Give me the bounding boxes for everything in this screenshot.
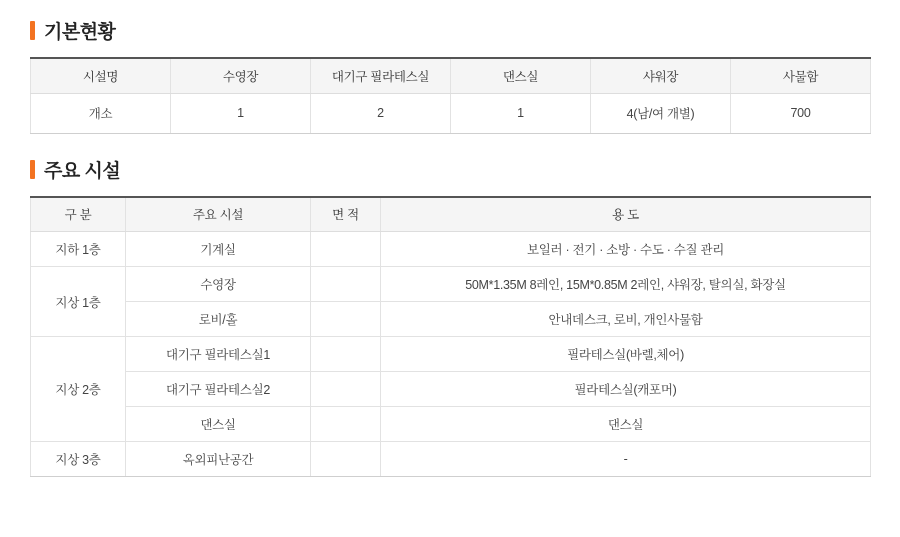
column-header: 댄스실: [451, 58, 591, 93]
division-cell: 지상 1층: [31, 267, 126, 337]
table-row: [31, 337, 871, 372]
column-header: 대기구 필라테스실: [311, 58, 451, 93]
title-accent-bar-icon: [30, 21, 35, 40]
table-row: [31, 232, 871, 267]
use-cell: 필라테스실(바렐,체어): [381, 337, 871, 372]
title-accent-bar-icon: [30, 160, 35, 179]
table-row: [31, 407, 871, 442]
table-cell: 4(남/여 개별): [591, 93, 731, 133]
facility-cell: 기계실: [126, 232, 311, 267]
use-cell: 50M*1.35M 8레인, 15M*0.85M 2레인, 샤워장, 탈의실, 화장실: [381, 267, 871, 302]
column-header: 수영장: [171, 58, 311, 93]
section-title-facility: [30, 134, 870, 183]
use-cell: 안내데스크, 로비, 개인사물함: [381, 302, 871, 337]
main-facility-table: [30, 196, 871, 478]
column-header: 사물함: [731, 58, 871, 93]
use-cell: 보일러 · 전기 · 소방 · 수도 · 수질 관리: [381, 232, 871, 267]
area-cell: [311, 442, 381, 477]
use-cell: 필라테스실(캐포머): [381, 372, 871, 407]
facility-cell: 옥외피난공간: [126, 442, 311, 477]
column-header: 샤워장: [591, 58, 731, 93]
area-cell: [311, 337, 381, 372]
area-cell: [311, 267, 381, 302]
section-title-facility-label: 주요 시설: [44, 160, 121, 182]
column-header: 구 분: [31, 197, 126, 232]
table-row: [31, 267, 871, 302]
area-cell: [311, 372, 381, 407]
table-cell: 개소: [31, 93, 171, 133]
division-cell: 지상 2층: [31, 337, 126, 442]
table-row: [31, 442, 871, 477]
column-header: 시설명: [31, 58, 171, 93]
section-title-basic: [30, 0, 870, 44]
area-cell: [311, 232, 381, 267]
division-cell: 지상 3층: [31, 442, 126, 477]
section-title-basic-label: 기본현황: [44, 22, 116, 43]
facility-cell: 수영장: [126, 267, 311, 302]
facility-cell: 대기구 필라테스실1: [126, 337, 311, 372]
facility-cell: 로비/홀: [126, 302, 311, 337]
table-header-row: [31, 197, 871, 232]
column-header: 면 적: [311, 197, 381, 232]
table-row: [31, 93, 871, 133]
column-header: 주요 시설: [126, 197, 311, 232]
facility-cell: 댄스실: [126, 407, 311, 442]
use-cell: 댄스실: [381, 407, 871, 442]
area-cell: [311, 302, 381, 337]
table-row: [31, 302, 871, 337]
division-cell: 지하 1층: [31, 232, 126, 267]
column-header: 용 도: [381, 197, 871, 232]
table-cell: 1: [171, 93, 311, 133]
table-header-row: [31, 58, 871, 93]
table-cell: 2: [311, 93, 451, 133]
table-cell: 1: [451, 93, 591, 133]
use-cell: -: [381, 442, 871, 477]
facility-table-body: [31, 232, 871, 477]
facility-cell: 대기구 필라테스실2: [126, 372, 311, 407]
area-cell: [311, 407, 381, 442]
table-row: [31, 372, 871, 407]
table-cell: 700: [731, 93, 871, 133]
basic-status-table: [30, 57, 871, 134]
